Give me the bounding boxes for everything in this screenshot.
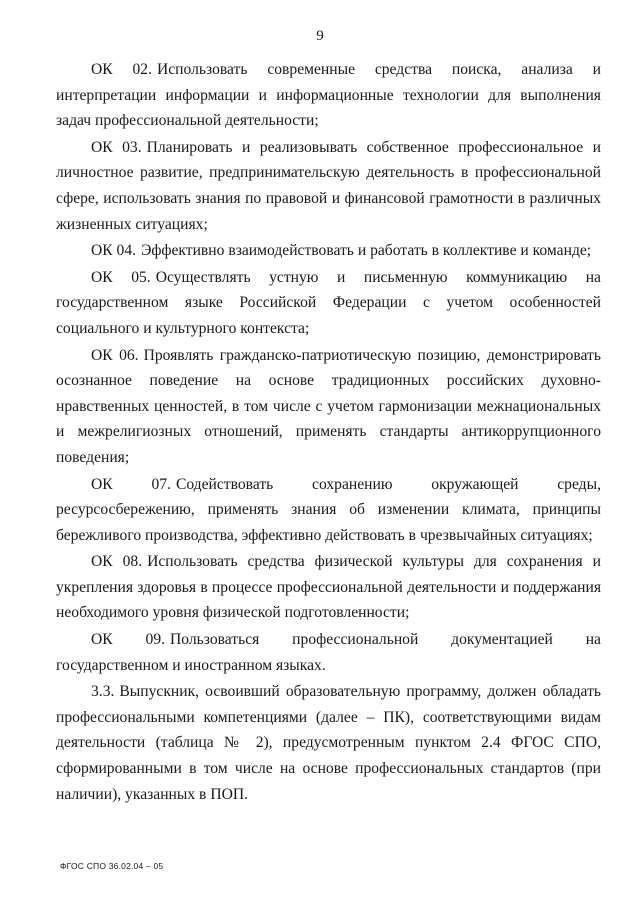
- paragraph-ok-02: [56, 57, 601, 134]
- paragraph-ok-05: [56, 265, 601, 342]
- footer-document-code: ФГОС СПО 36.02.04 – 05: [60, 861, 164, 871]
- paragraph-text: Планировать и реализовывать собственное профессиональное и личностное развитие, предпринимательскую деятельность в профессиональной сфере, использовать знания по правовой и финансовой грамотности в различных жизненных ситуациях;: [56, 138, 602, 233]
- paragraph-ok-04: [56, 238, 601, 264]
- paragraph-text: Выпускник, освоивший образовательную программу, должен обладать профессиональными компетенциями (далее – ПК), соответствующими видам деятельности (таблица № 2), предусмотренным пунктом 2.4 ФГОС СПО, сформированными в том числе на основе профессиональных стандартов (при наличии), указанных в ПОП.: [56, 683, 601, 803]
- paragraph-text: Содействовать сохранению окружающей среды, ресурсосбережению, применять знания об изменении климата, принципы бережливого производства, эффективно действовать в чрезвычайных ситуациях;: [56, 475, 601, 544]
- competency-code: ОК 03.: [91, 138, 142, 156]
- paragraph-text: Эффективно взаимодействовать и работать в коллективе и команде;: [141, 242, 592, 260]
- competency-code: ОК 05.: [91, 268, 151, 286]
- competency-code: ОК 02.: [91, 61, 152, 78]
- paragraph-3-3: [56, 679, 601, 807]
- competency-code: ОК 09.: [91, 631, 166, 649]
- competency-code: ОК 07.: [91, 475, 171, 493]
- competency-code: ОК 08.: [91, 553, 143, 571]
- paragraph-ok-03: [56, 135, 601, 237]
- paragraph-text: Использовать средства физической культуры для сохранения и укрепления здоровья в процессе профессиональной деятельности и поддержания необходимого уровня физической подготовленности;: [56, 553, 601, 622]
- section-number: 3.3.: [91, 683, 115, 701]
- competency-code: ОК 06.: [91, 346, 139, 364]
- paragraph-text: Проявлять гражданско-патриотическую позицию, демонстрировать осознанное поведение на основе традиционных российских духовно-нравственных ценностей, в том числе с учетом гармонизации межнациональных и межрелигиозных отношений, применять стандарты антикоррупционного поведения;: [56, 346, 601, 466]
- paragraph-ok-09: [56, 627, 601, 678]
- document-body: [56, 57, 601, 808]
- paragraph-ok-07: [56, 472, 601, 549]
- paragraph-ok-06: [56, 343, 601, 471]
- paragraph-text: Использовать современные средства поиска, анализа и интерпретации информации и информационные технологии для выполнения задач профессиональной деятельности;: [56, 61, 601, 130]
- page-number: 9: [316, 28, 324, 44]
- competency-code: ОК 04.: [91, 242, 137, 260]
- paragraph-ok-08: [56, 549, 601, 626]
- paragraph-text: Пользоваться профессиональной документацией на государственном и иностранном языках.: [56, 631, 601, 674]
- paragraph-text: Осуществлять устную и письменную коммуникацию на государственном языке Российской Федерации с учетом особенностей социального и культурного контекста;: [56, 268, 601, 337]
